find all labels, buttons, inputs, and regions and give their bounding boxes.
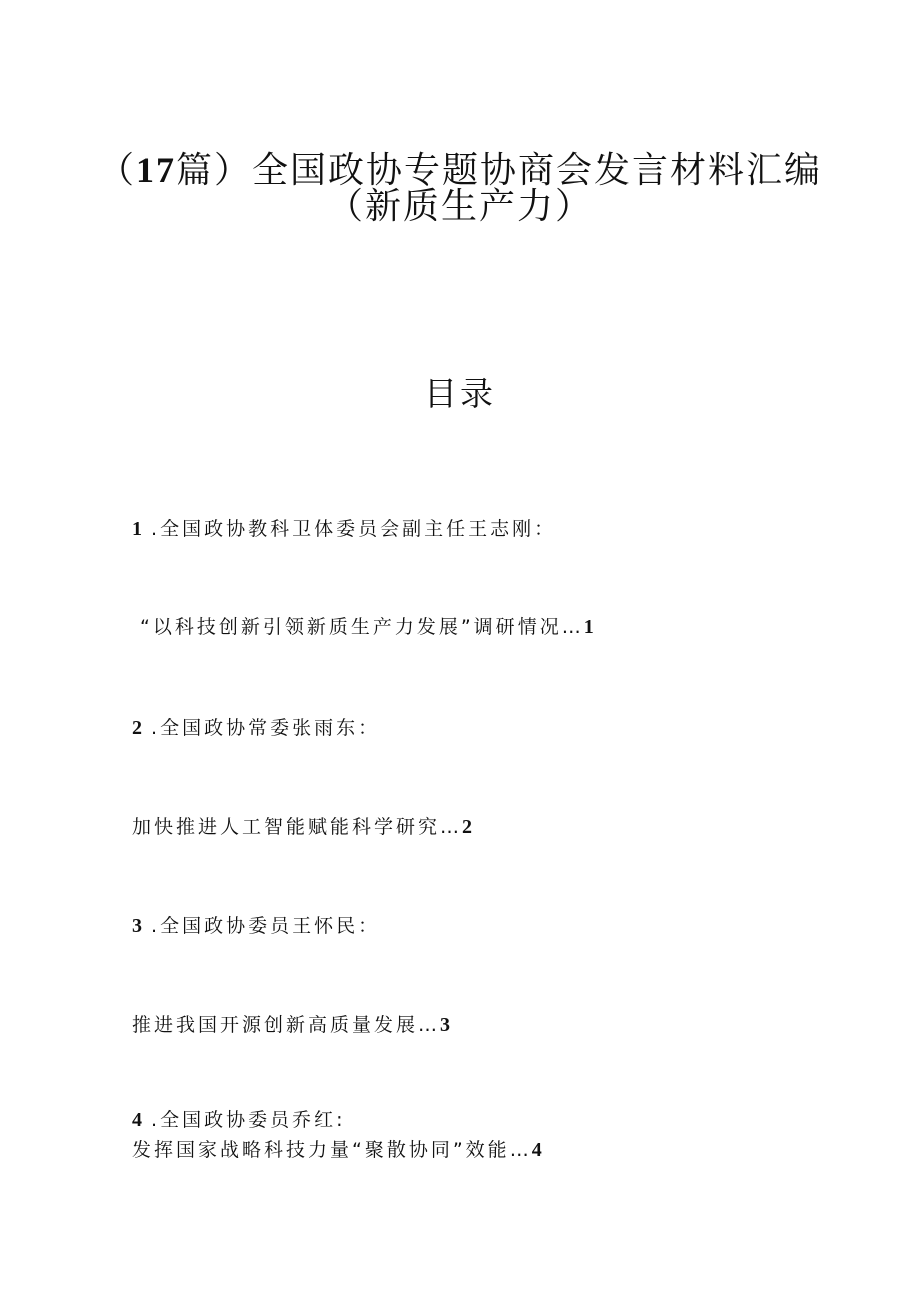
toc-entry-3-subject[interactable]	[132, 1010, 453, 1037]
toc-entry-subject-text: 推进我国开源创新高质量发展…	[132, 1014, 441, 1036]
toc-entry-4-speaker[interactable]	[132, 1105, 345, 1132]
toc-entry-index: 1	[132, 518, 142, 540]
toc-entry-speaker-text: .全国政协教科卫体委员会副主任王志刚：	[142, 518, 557, 540]
title-open-paren: （	[97, 150, 136, 191]
toc-entry-page-number: 4	[531, 1139, 545, 1161]
toc-entry-4-subject[interactable]	[132, 1135, 545, 1162]
toc-entry-page-number: 3	[440, 1014, 454, 1036]
toc-heading: 目录	[424, 374, 496, 413]
toc-entry-2-speaker[interactable]	[132, 713, 380, 740]
title-count: 17	[136, 150, 176, 190]
toc-entry-subject-text: 发挥国家战略科技力量“聚散协同”效能…	[132, 1139, 532, 1161]
toc-entry-subject-text: 加快推进人工智能赋能科学研究…	[132, 816, 463, 838]
toc-entry-speaker-text: .全国政协常委张雨东：	[142, 717, 381, 739]
toc-entry-page-number: 2	[462, 816, 476, 838]
toc-entry-2-subject[interactable]	[132, 812, 475, 839]
toc-entry-index: 2	[132, 717, 142, 739]
toc-entry-index: 3	[132, 915, 142, 937]
toc-entry-3-speaker[interactable]	[132, 911, 380, 938]
toc-entry-index: 4	[132, 1109, 142, 1131]
toc-entry-page-number: 1	[583, 616, 597, 638]
toc-entry-1-subject[interactable]	[140, 612, 597, 639]
document-subtitle: （新质生产力）	[326, 186, 593, 227]
title-text: 篇）全国政协专题协商会发言材料汇编	[176, 150, 823, 191]
toc-entry-speaker-text: .全国政协委员王怀民：	[142, 915, 381, 937]
toc-entry-1-speaker[interactable]	[132, 514, 556, 541]
toc-entry-subject-text: “以科技创新引领新质生产力发展”调研情况…	[140, 616, 584, 638]
toc-entry-speaker-text: .全国政协委员乔红:	[142, 1109, 346, 1131]
